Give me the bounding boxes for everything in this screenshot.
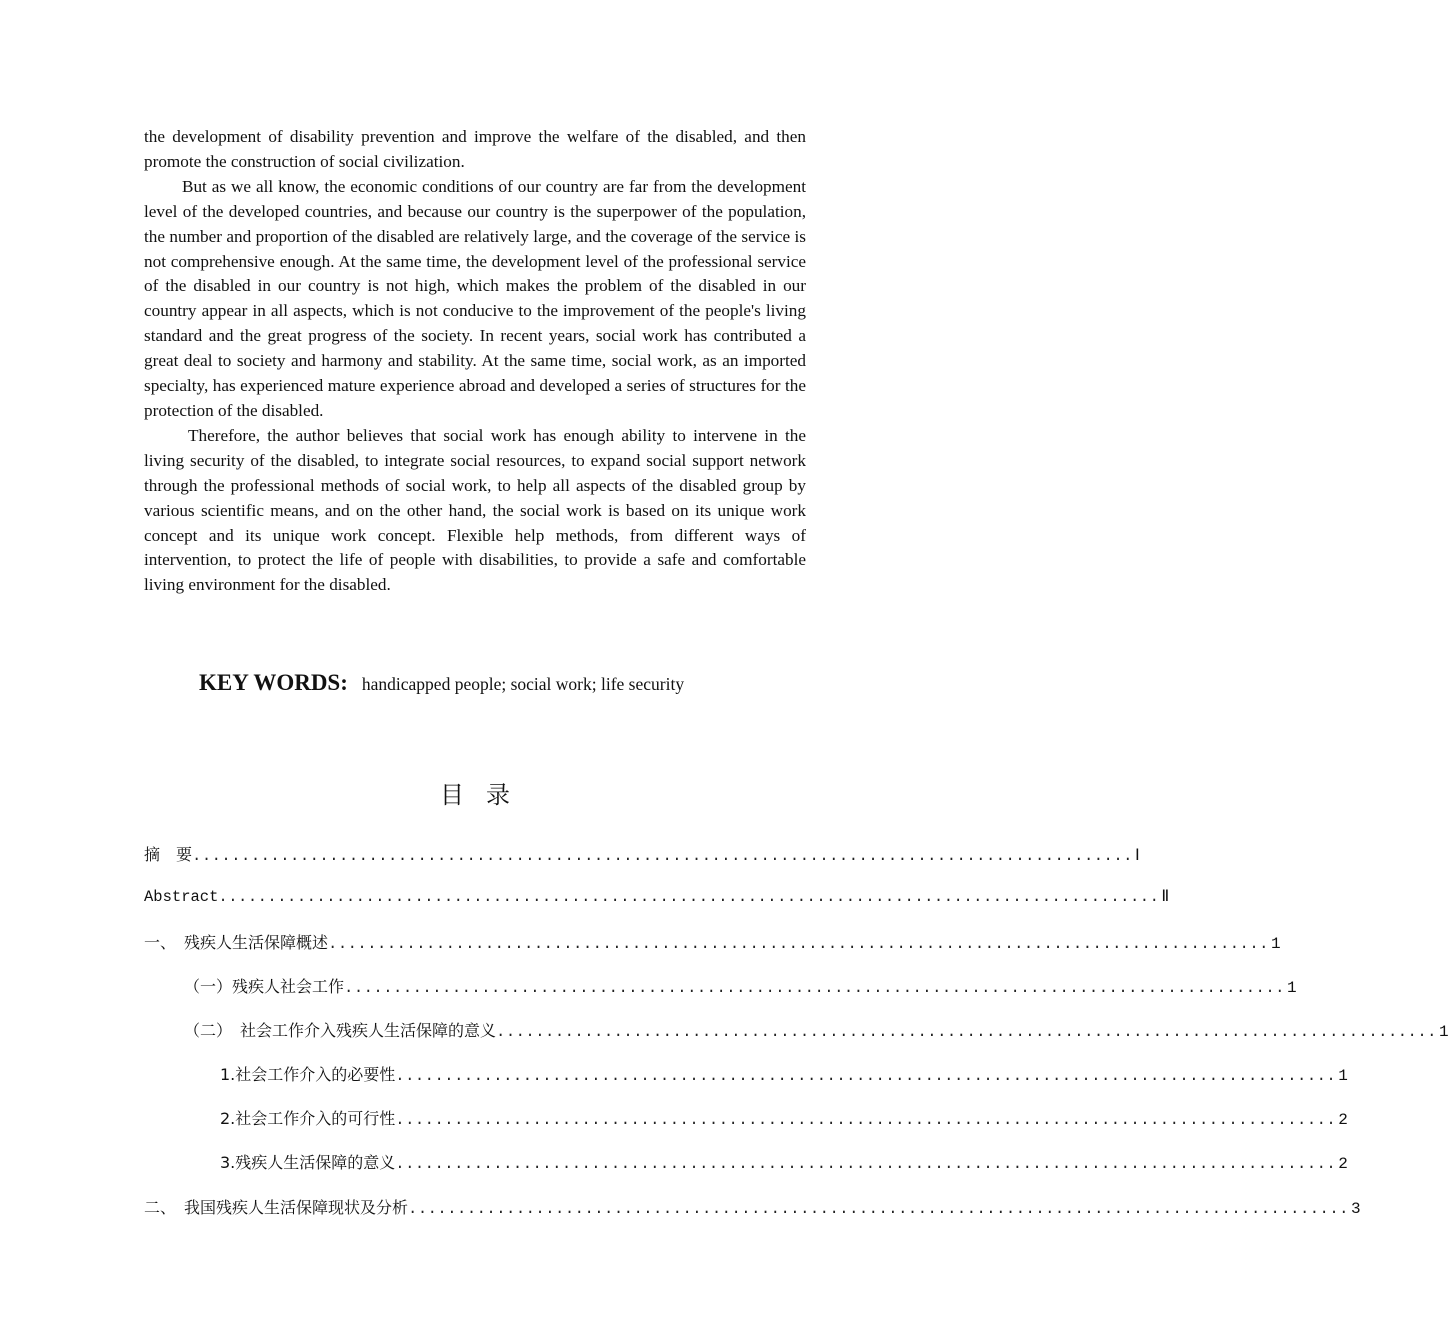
toc-entry-label: 一、 残疾人生活保障概述 (144, 933, 329, 952)
toc-entry-label: 二、 我国残疾人生活保障现状及分析 (144, 1198, 409, 1217)
toc-entry-label: （二） 社会工作介入残疾人生活保障的意义 (184, 1021, 497, 1040)
toc-leader-dots: ................................................................................................ (344, 979, 1285, 997)
toc-leader-dots: ................................................................................................ (395, 1111, 1337, 1129)
toc-entry-chapter-1[interactable] (144, 930, 1281, 953)
toc-entry-chapter-2[interactable] (144, 1195, 1361, 1218)
toc-page-number: 3 (1350, 1200, 1361, 1218)
toc-entry-section-1-2[interactable] (184, 1018, 1449, 1041)
toc-leader-dots: ................................................................................................ (395, 1155, 1337, 1173)
paragraph-conclusion: Therefore, the author believes that social work has enough ability to intervene in the living security of the disabled, to integrate social resources, to expand social support network through the professional methods of social work, to help all aspects of the disabled group by various scientific means, and on the other hand, the social work is based on its unique work concept and its unique work concept. Flexible help methods, from different ways of intervention, to protect the life of people with disabilities, to provide a safe and comfortable living environment for the disabled. (144, 425, 806, 595)
toc-page-number: Ⅰ (1134, 847, 1140, 865)
toc-leader-dots: ................................................................................................ (496, 1023, 1437, 1041)
paragraph-continuation: the development of disability prevention and improve the welfare of the disabled, and then promote the construction of social civilization. (144, 127, 806, 171)
keywords-label: KEY WORDS: (199, 670, 348, 695)
toc-leader-dots: ................................................................................................ (218, 888, 1160, 906)
keywords-line (199, 670, 684, 696)
toc-page-number: 1 (1438, 1023, 1449, 1041)
toc-page-number: Ⅱ (1161, 888, 1170, 906)
toc-entry-label: 3.残疾人生活保障的意义 (220, 1153, 396, 1172)
toc-entry-section-1-1[interactable] (184, 974, 1297, 997)
keywords-value: handicapped people; social work; life security (361, 674, 685, 694)
toc-entry-label: （一）残疾人社会工作 (184, 977, 345, 996)
toc-page-number: 2 (1338, 1111, 1348, 1129)
toc-page-number: 2 (1338, 1155, 1348, 1173)
toc-entry-abstract-cn[interactable] (144, 842, 1140, 865)
toc-page-number: 1 (1338, 1067, 1348, 1085)
toc-leader-dots: ................................................................................................ (192, 847, 1133, 865)
toc-entry-label: Abstract (144, 888, 219, 906)
toc-leader-dots: ................................................................................................ (408, 1200, 1349, 1218)
toc-leader-dots: ................................................................................................ (395, 1067, 1337, 1085)
abstract-body (144, 125, 806, 598)
toc-title: 目录 (440, 781, 532, 809)
toc-leader-dots: ................................................................................................ (328, 935, 1269, 953)
toc-entry-label: 2.社会工作介入的可行性 (220, 1109, 396, 1128)
toc-entry-label: 1.社会工作介入的必要性 (220, 1065, 396, 1084)
toc-page-number: 1 (1286, 979, 1297, 997)
toc-entry-subsection-1[interactable] (220, 1062, 1348, 1085)
toc-entry-label: 摘 要 (144, 845, 193, 864)
paragraph-economic-conditions: But as we all know, the economic conditions of our country are far from the development level of the developed countries, and because our country is the superpower of the population, the number and proportion of the disabled are relatively large, and the coverage of the service is not comprehensive enough. At the same time, the development level of the professional service of the disabled in our country is not high, which makes the problem of the disabled in our country appear in all aspects, which is not conducive to the improvement of the people's living standard and the great progress of the society. In recent years, social work has contributed a great deal to society and harmony and stability. At the same time, social work, as an imported specialty, has experienced mature experience abroad and developed a series of structures for the protection of the disabled. (144, 176, 806, 420)
toc-page-number: 1 (1270, 935, 1281, 953)
toc-entry-abstract-en[interactable] (144, 886, 1170, 908)
toc-entry-subsection-2[interactable] (220, 1106, 1348, 1129)
toc-entry-subsection-3[interactable] (220, 1150, 1348, 1173)
